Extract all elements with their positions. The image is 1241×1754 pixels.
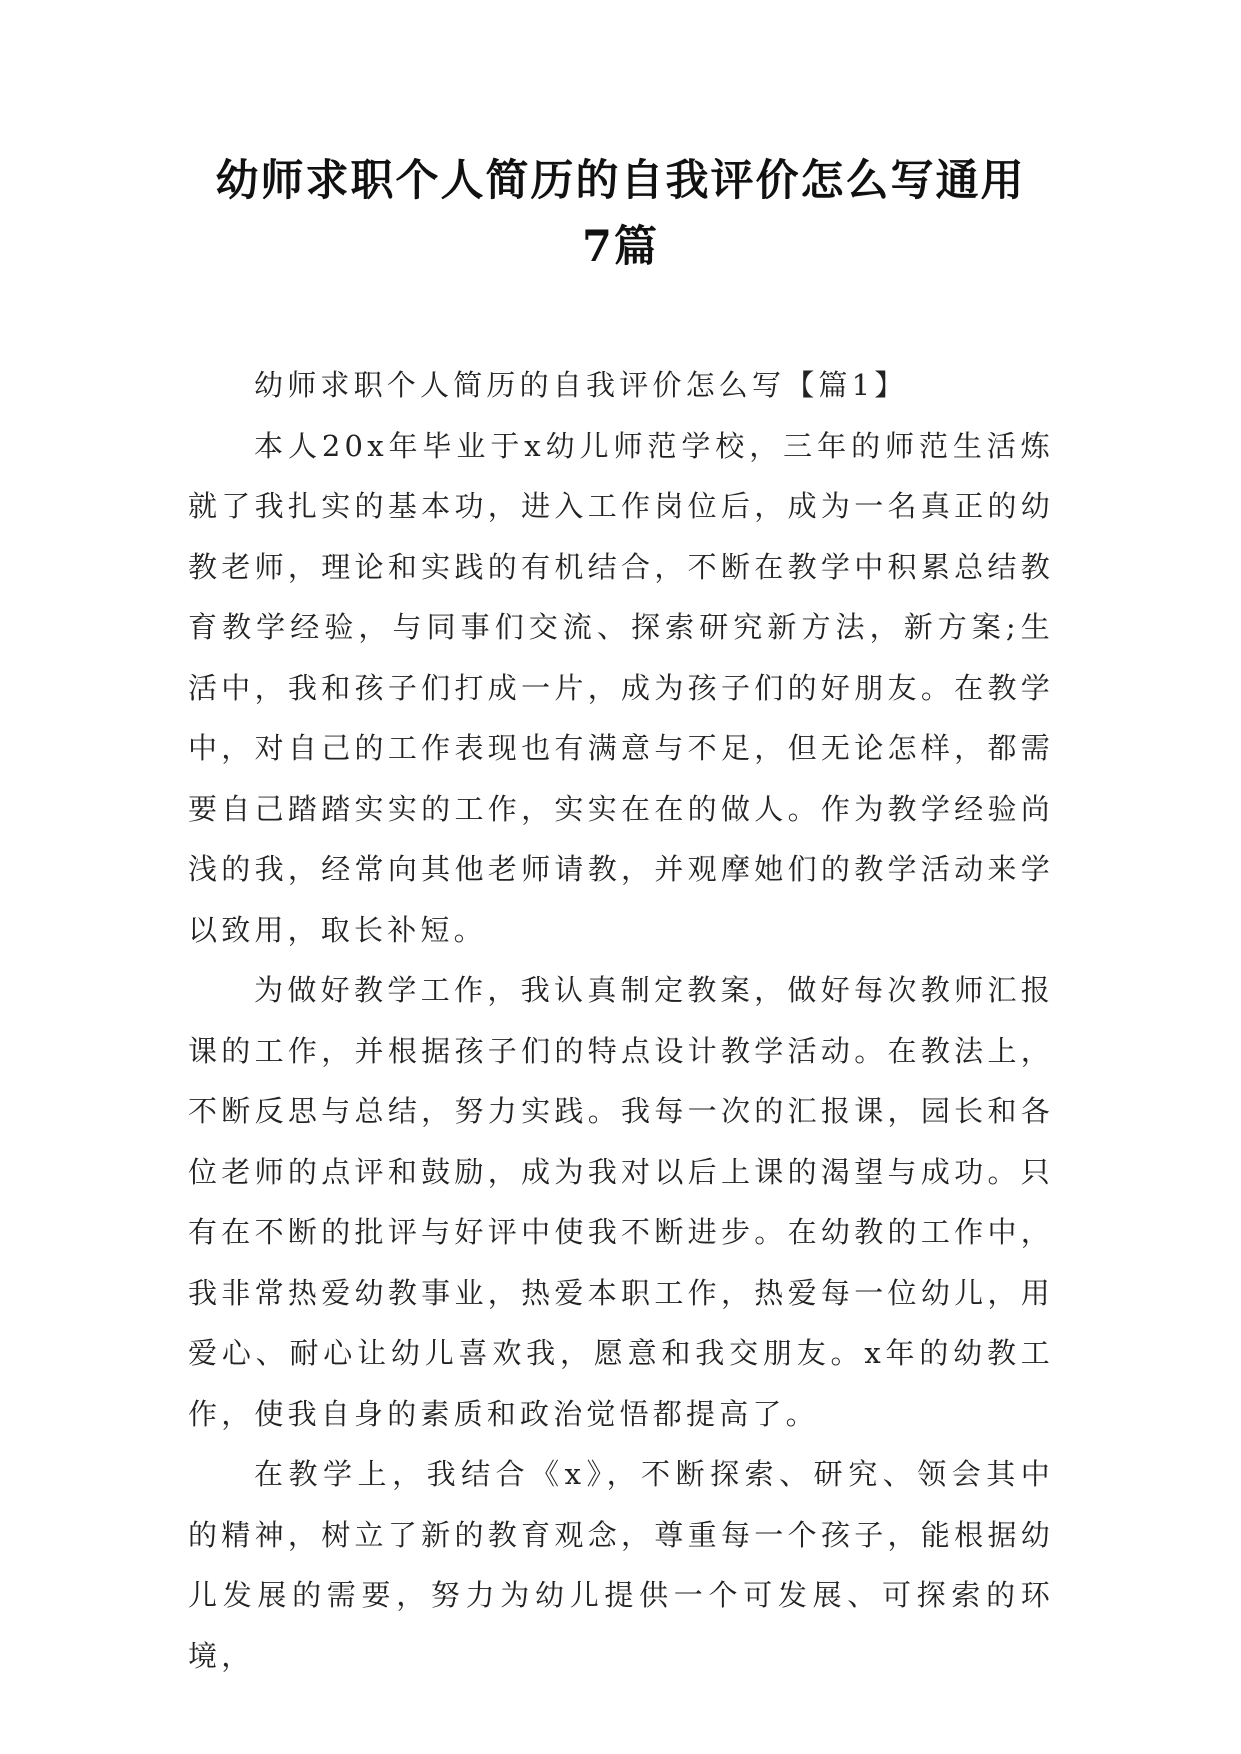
paragraph-3: 在教学上，我结合《x》，不断探索、研究、领会其中的精神，树立了新的教育观念，尊重每一个孩子，能根据幼儿发展的需要，努力为幼儿提供一个可发展、可探索的环境， <box>188 1457 1054 1673</box>
paragraph-2: 为做好教学工作，我认真制定教案，做好每次教师汇报课的工作，并根据孩子们的特点设计教学活动。在教法上，不断反思与总结，努力实践。我每一次的汇报课，园长和各位老师的点评和鼓励，成为我对以后上课的渴望与成功。只有在不断的批评与好评中使我不断进步。在幼教的工作中，我非常热爱幼教事业，热爱本职工作，热爱每一位幼儿，用爱心、耐心让幼儿喜欢我，愿意和我交朋友。x年的幼教工作，使我自身的素质和政治觉悟都提高了。 <box>188 973 1054 1431</box>
document-title-line-2: 7篇 <box>582 222 659 272</box>
document-title <box>150 148 1091 280</box>
document-title-line-1: 幼师求职个人简历的自我评价怎么写通用 <box>215 156 1026 206</box>
section-heading: 幼师求职个人简历的自我评价怎么写【篇1】 <box>254 368 908 402</box>
document-body <box>188 355 1054 1686</box>
paragraph-1: 本人20x年毕业于x幼儿师范学校，三年的师范生活炼就了我扎实的基本功，进入工作岗位后，成为一名真正的幼教老师，理论和实践的有机结合，不断在教学中积累总结教育教学经验，与同事们交流、探索研究新方法，新方案;生活中，我和孩子们打成一片，成为孩子们的好朋友。在教学中，对自己的工作表现也有满意与不足，但无论怎样，都需要自己踏踏实实的工作，实实在在的做人。作为教学经验尚浅的我，经常向其他老师请教，并观摩她们的教学活动来学以致用，取长补短。 <box>188 428 1054 947</box>
